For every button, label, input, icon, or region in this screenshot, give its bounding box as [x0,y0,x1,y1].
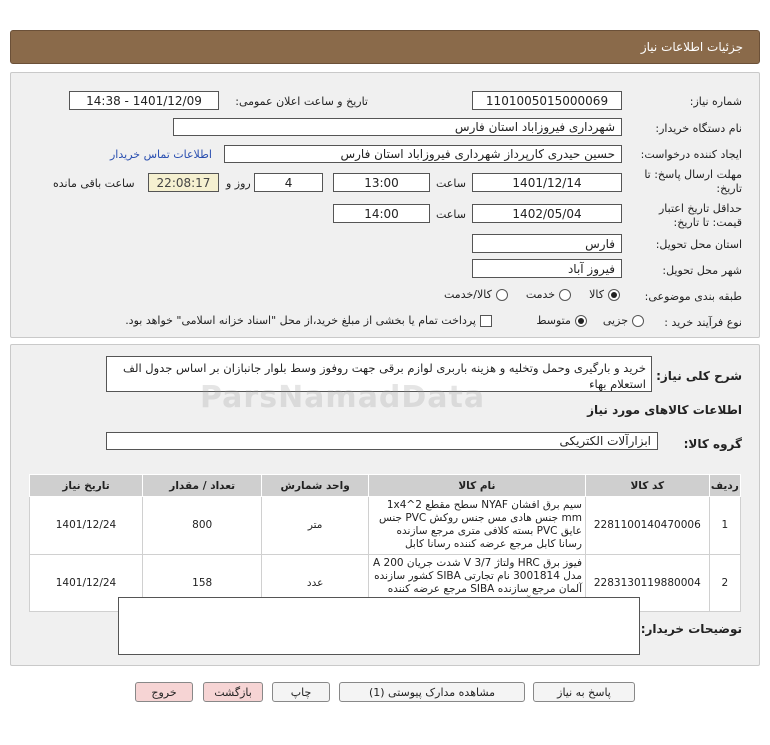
radio-selected-icon[interactable] [575,315,587,327]
city-field: فیروز آباد [472,259,622,278]
radio-icon[interactable] [496,289,508,301]
col-row-header: ردیف [709,475,740,497]
watermark: ParsNamadData [200,380,486,415]
col-unit-header: واحد شمارش [262,475,368,497]
print-button[interactable]: چاپ [272,682,330,702]
treasury-payment-option[interactable]: پرداخت تمام یا بخشی از مبلغ خرید،از محل "اسناد خزانه اسلامی" خواهد بود. [125,314,492,327]
reply-button[interactable]: پاسخ به نیاز [533,682,635,702]
page-header [10,30,760,64]
deadline-time-label: ساعت [436,177,466,190]
validity-label-line1: حداقل تاریخ اعتبار [658,202,742,215]
category-label: طبقه بندی موضوعی: [644,290,742,303]
goods-info-title: اطلاعات کالاهای مورد نیاز [587,403,742,417]
validity-time-label: ساعت [436,208,466,221]
cell-unit: متر [262,497,368,555]
announce-label: تاریخ و ساعت اعلان عمومی: [235,95,368,108]
table-header-row [30,475,741,497]
cell-qty: 158 [142,554,261,612]
buyer-org-field: شهرداری فیروزاباد استان فارس [173,118,622,136]
radio-icon[interactable] [559,289,571,301]
buyer-notes-label: توضیحات خریدار: [640,622,742,636]
need-number-field: 1101005015000069 [472,91,622,110]
col-qty-header: تعداد / مقدار [142,475,261,497]
summary-field: خرید و بارگیری وحمل وتخلیه و هزینه باربری لوازم برقی جهت روفوز وسط بلوار جانبازان بر اساس جدول الف استعلام بهاء [106,356,652,392]
buyer-notes-field [118,597,640,655]
province-label: استان محل تحویل: [655,238,742,251]
cell-row: 2 [709,554,740,612]
col-date-header: تاریخ نیاز [30,475,143,497]
process-option-medium[interactable]: متوسط [536,314,587,327]
cell-code: 2281100140470006 [585,497,709,555]
creator-label: ایجاد کننده درخواست: [640,148,742,161]
deadline-time-field: 13:00 [333,173,430,192]
buyer-contact-link[interactable]: اطلاعات تماس خریدار [110,148,212,161]
days-remaining-field: 4 [254,173,323,192]
need-number-label: شماره نیاز: [689,95,742,108]
remaining-label: ساعت باقی مانده [53,177,135,190]
category-options [444,288,620,301]
cell-date: 1401/12/24 [30,497,143,555]
announce-field: 1401/12/09 - 14:38 [69,91,219,110]
cell-code: 2283130119880004 [585,554,709,612]
deadline-label-line1: مهلت ارسال پاسخ: تا [644,168,742,181]
process-options [536,314,644,327]
category-option-service[interactable]: خدمت [526,288,571,301]
deadline-label-line2: تاریخ: [716,182,742,195]
buyer-org-label: نام دستگاه خریدار: [655,122,742,135]
cell-unit: عدد [262,554,368,612]
col-code-header: کد کالا [585,475,709,497]
cell-name: سیم برق افشان NYAF سطح مقطع 2^1x4 mm جنس هادی مس جنس روکش PVC جنس عایق PVC بسته کلافی متری مرجع سازنده رسانا کابل مرجع عرضه کننده رسانا کابل [368,497,585,555]
cell-name: فیوز برق HRC ولتاژ 3/7 V شدت جریان 200 A مدل 3001814 نام تجارتی SIBA کشور سازنده آلمان مرجع سازنده SIBA مرجع عرضه کننده [368,554,585,612]
remaining-time-field: 22:08:17 [148,173,219,192]
cell-qty: 800 [142,497,261,555]
back-button[interactable]: بازگشت [203,682,263,702]
process-option-minor[interactable]: جزیی [603,314,644,327]
goods-table [29,474,741,612]
creator-field: حسین حیدری کارپرداز شهرداری فیروزاباد استان فارس [224,145,622,163]
deadline-date-field: 1401/12/14 [472,173,622,192]
table-row[interactable] [30,497,741,555]
process-label: نوع فرآیند خرید : [664,316,742,329]
view-attachments-button[interactable]: مشاهده مدارک پیوستی (1) [339,682,525,702]
validity-label-line2: قیمت: تا تاریخ: [673,216,742,229]
radio-selected-icon[interactable] [608,289,620,301]
cell-row: 1 [709,497,740,555]
summary-label: شرح کلی نیاز: [656,369,742,383]
radio-icon[interactable] [632,315,644,327]
category-option-goods[interactable]: کالا [589,288,620,301]
goods-table-wrapper [29,474,741,612]
goods-group-label: گروه کالا: [683,437,742,451]
days-label: روز و [226,177,251,190]
checkbox-icon[interactable] [480,315,492,327]
city-label: شهر محل تحویل: [662,264,742,277]
goods-group-field: ابزارآلات الکتریکی [106,432,658,450]
validity-date-field: 1402/05/04 [472,204,622,223]
validity-time-field: 14:00 [333,204,430,223]
cell-date: 1401/12/24 [30,554,143,612]
category-option-goods-service[interactable]: کالا/خدمت [444,288,508,301]
exit-button[interactable]: خروج [135,682,193,702]
page-title: جزئیات اطلاعات نیاز [640,40,743,54]
province-field: فارس [472,234,622,253]
col-name-header: نام کالا [368,475,585,497]
